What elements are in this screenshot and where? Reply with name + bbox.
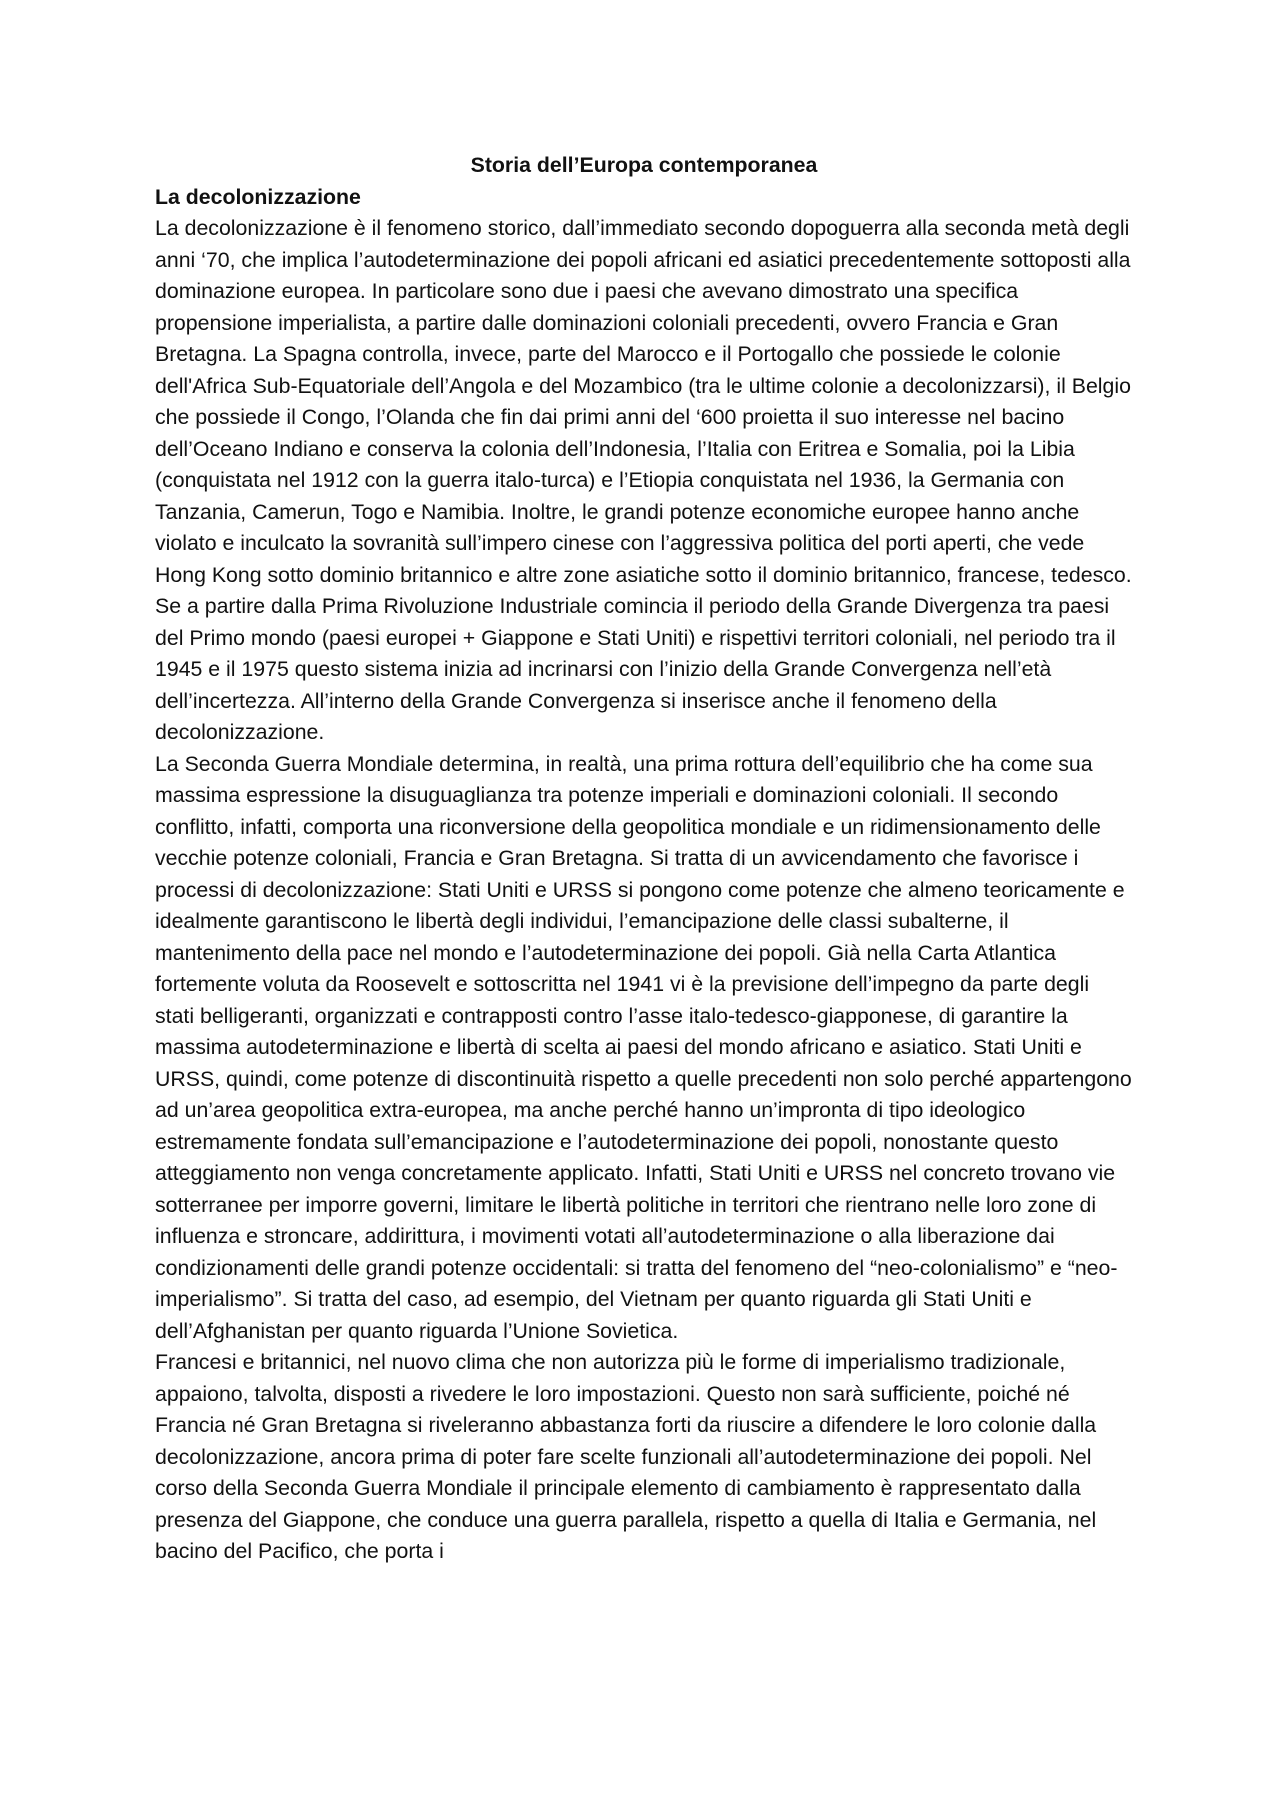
- section-heading: La decolonizzazione: [155, 184, 361, 209]
- paragraph-2: La Seconda Guerra Mondiale determina, in realtà, una prima rottura dell’equilibrio che ha come sua massima espressione la disuguaglianza tra potenze imperiali e dominazioni coloniali. Il secondo conflitto, infatti, comporta una riconversione della geopolitica mondiale e un ridimensionamento delle vecchie potenze coloniali, Francia e Gran Bretagna. Si tratta di un avvicendamento che favorisce i processi di decolonizzazione: Stati Uniti e URSS si pongono come potenze che almeno teoricamente e idealmente garantiscono le libertà degli individui, l’emancipazione delle classi subalterne, il mantenimento della pace nel mondo e l’autodeterminazione dei popoli. Già nella Carta Atlantica fortemente voluta da Roosevelt e sottoscritta nel 1941 vi è la previsione dell’impegno da parte degli stati belligeranti, organizzati e contrapposti contro l’asse italo-tedesco-giapponese, di garantire la massima autodeterminazione e libertà di scelta ai paesi del mondo africano e asiatico. Stati Uniti e URSS, quindi, come potenze di discontinuità rispetto a quelle precedenti non solo perché appartengono ad un’area geopolitica extra-europea, ma anche perché hanno un’impronta di tipo ideologico estremamente fondata sull’emancipazione e l’autodeterminazione dei popoli, nonostante questo atteggiamento non venga concretamente applicato. Infatti, Stati Uniti e URSS nel concreto trovano vie sotterranee per imporre governi, limitare le libertà politiche in territori che rientrano nelle loro zone di influenza e stroncare, addirittura, i movimenti votati all’autodeterminazione o alla liberazione dai condizionamenti delle grandi potenze occidentali: si tratta del fenomeno del “neo-colonialismo” e “neo-imperialismo”. Si tratta del caso, ad esempio, del Vietnam per quanto riguarda gli Stati Uniti e dell’Afghanistan per quanto riguarda l’Unione Sovietica.: [155, 751, 1132, 1343]
- document-page: [155, 150, 1133, 1568]
- paragraph-3: Francesi e britannici, nel nuovo clima che non autorizza più le forme di imperialismo tradizionale, appaiono, talvolta, disposti a rivedere le loro impostazioni. Questo non sarà sufficiente, poiché né Francia né Gran Bretagna si riveleranno abbastanza forti da riuscire a difendere le loro colonie dalla decolonizzazione, ancora prima di poter fare scelte funzionali all’autodeterminazione dei popoli. Nel corso della Seconda Guerra Mondiale il principale elemento di cambiamento è rappresentato dalla presenza del Giappone, che conduce una guerra parallela, rispetto a quella di Italia e Germania, nel bacino del Pacifico, che porta i: [155, 1350, 1097, 1563]
- paragraph-1: La decolonizzazione è il fenomeno storico, dall’immediato secondo dopoguerra alla seconda metà degli anni ‘70, che implica l’autodeterminazione dei popoli africani ed asiatici precedentemente sottoposti alla dominazione europea. In particolare sono due i paesi che avevano dimostrato una specifica propensione imperialista, a partire dalle dominazioni coloniali precedenti, ovvero Francia e Gran Bretagna. La Spagna controlla, invece, parte del Marocco e il Portogallo che possiede le colonie dell'Africa Sub-Equatoriale dell’Angola e del Mozambico (tra le ultime colonie a decolonizzarsi), il Belgio che possiede il Congo, l’Olanda che fin dai primi anni del ‘600 proietta il suo interesse nel bacino dell’Oceano Indiano e conserva la colonia dell’Indonesia, l’Italia con Eritrea e Somalia, poi la Libia (conquistata nel 1912 con la guerra italo-turca) e l’Etiopia conquistata nel 1936, la Germania con Tanzania, Camerun, Togo e Namibia. Inoltre, le grandi potenze economiche europee hanno anche violato e inculcato la sovranità sull’impero cinese con l’aggressiva politica del porti aperti, che vede Hong Kong sotto dominio britannico e altre zone asiatiche sotto il dominio britannico, francese, tedesco. Se a partire dalla Prima Rivoluzione Industriale comincia il periodo della Grande Divergenza tra paesi del Primo mondo (paesi europei + Giappone e Stati Uniti) e rispettivi territori coloniali, nel periodo tra il 1945 e il 1975 questo sistema inizia ad incrinarsi con l’inizio della Grande Convergenza nell’età dell’incertezza. All’interno della Grande Convergenza si inserisce anche il fenomeno della decolonizzazione.: [155, 216, 1132, 744]
- document-title: Storia dell’Europa contemporanea: [470, 153, 818, 177]
